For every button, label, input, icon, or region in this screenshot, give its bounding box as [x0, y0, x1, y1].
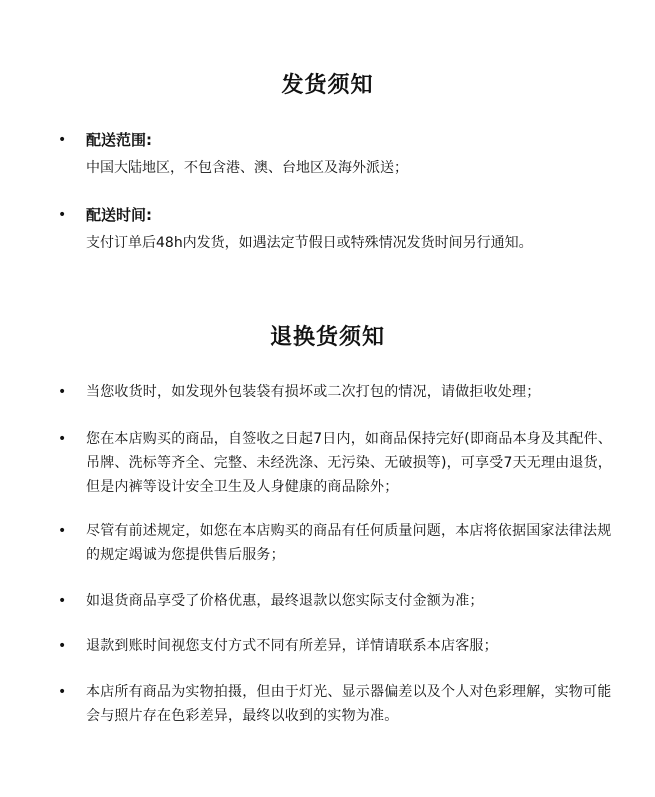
- shipping-time-item: [58, 203, 618, 255]
- returns-item-text: 如退货商品享受了价格优惠，最终退款以您实际支付金额为准；: [86, 593, 484, 609]
- bullet-icon: •: [58, 431, 67, 447]
- bullet-icon: •: [58, 207, 67, 223]
- returns-item-text: 当您收货时，如发现外包装袋有损坏或二次打包的情况，请做拒收处理；: [86, 384, 541, 400]
- returns-notice-title: 退换货须知: [269, 325, 385, 350]
- bullet-icon: •: [58, 132, 67, 148]
- shipping-scope-body: 中国大陆地区，不包含港、澳、台地区及海外派送；: [86, 160, 408, 176]
- bullet-icon: •: [58, 384, 67, 400]
- bullet-icon: •: [58, 684, 67, 700]
- returns-item-text: 您在本店购买的商品，自签收之日起7日内，如商品保持完好(即商品本身及其配件、吊牌、洗标等齐全、完整、未经洗涤、无污染、无破损等)，可享受7天无理由退货，但是内裤等设计安全卫生及人身健康的商品除外；: [86, 431, 612, 495]
- returns-list-item: [58, 427, 618, 499]
- returns-list-item: [58, 519, 618, 567]
- returns-list-item: [58, 680, 618, 728]
- returns-item-text: 本店所有商品为实物拍摄，但由于灯光、显示器偏差以及个人对色彩理解，实物可能会与照片存在色彩差异，最终以收到的实物为准。: [86, 684, 612, 724]
- returns-list-item: [58, 589, 618, 613]
- returns-item-text: 尽管有前述规定，如您在本店购买的商品有任何质量问题，本店将依据国家法律法规的规定竭诚为您提供售后服务；: [86, 523, 612, 563]
- shipping-time-body: 支付订单后48h内发货，如遇法定节假日或特殊情况发货时间另行通知。: [86, 235, 533, 251]
- bullet-icon: •: [58, 638, 67, 654]
- bullet-icon: •: [58, 593, 67, 609]
- returns-list-item: [58, 380, 618, 404]
- returns-list-item: [58, 634, 618, 658]
- returns-item-text: 退款到账时间视您支付方式不同有所差异，详情请联系本店客服；: [86, 638, 498, 654]
- shipping-scope-heading: 配送范围:: [86, 131, 152, 149]
- shipping-notice-title: 发货须知: [281, 73, 374, 98]
- shipping-scope-item: [58, 128, 618, 180]
- bullet-icon: •: [58, 523, 67, 539]
- shipping-time-heading: 配送时间:: [86, 206, 152, 224]
